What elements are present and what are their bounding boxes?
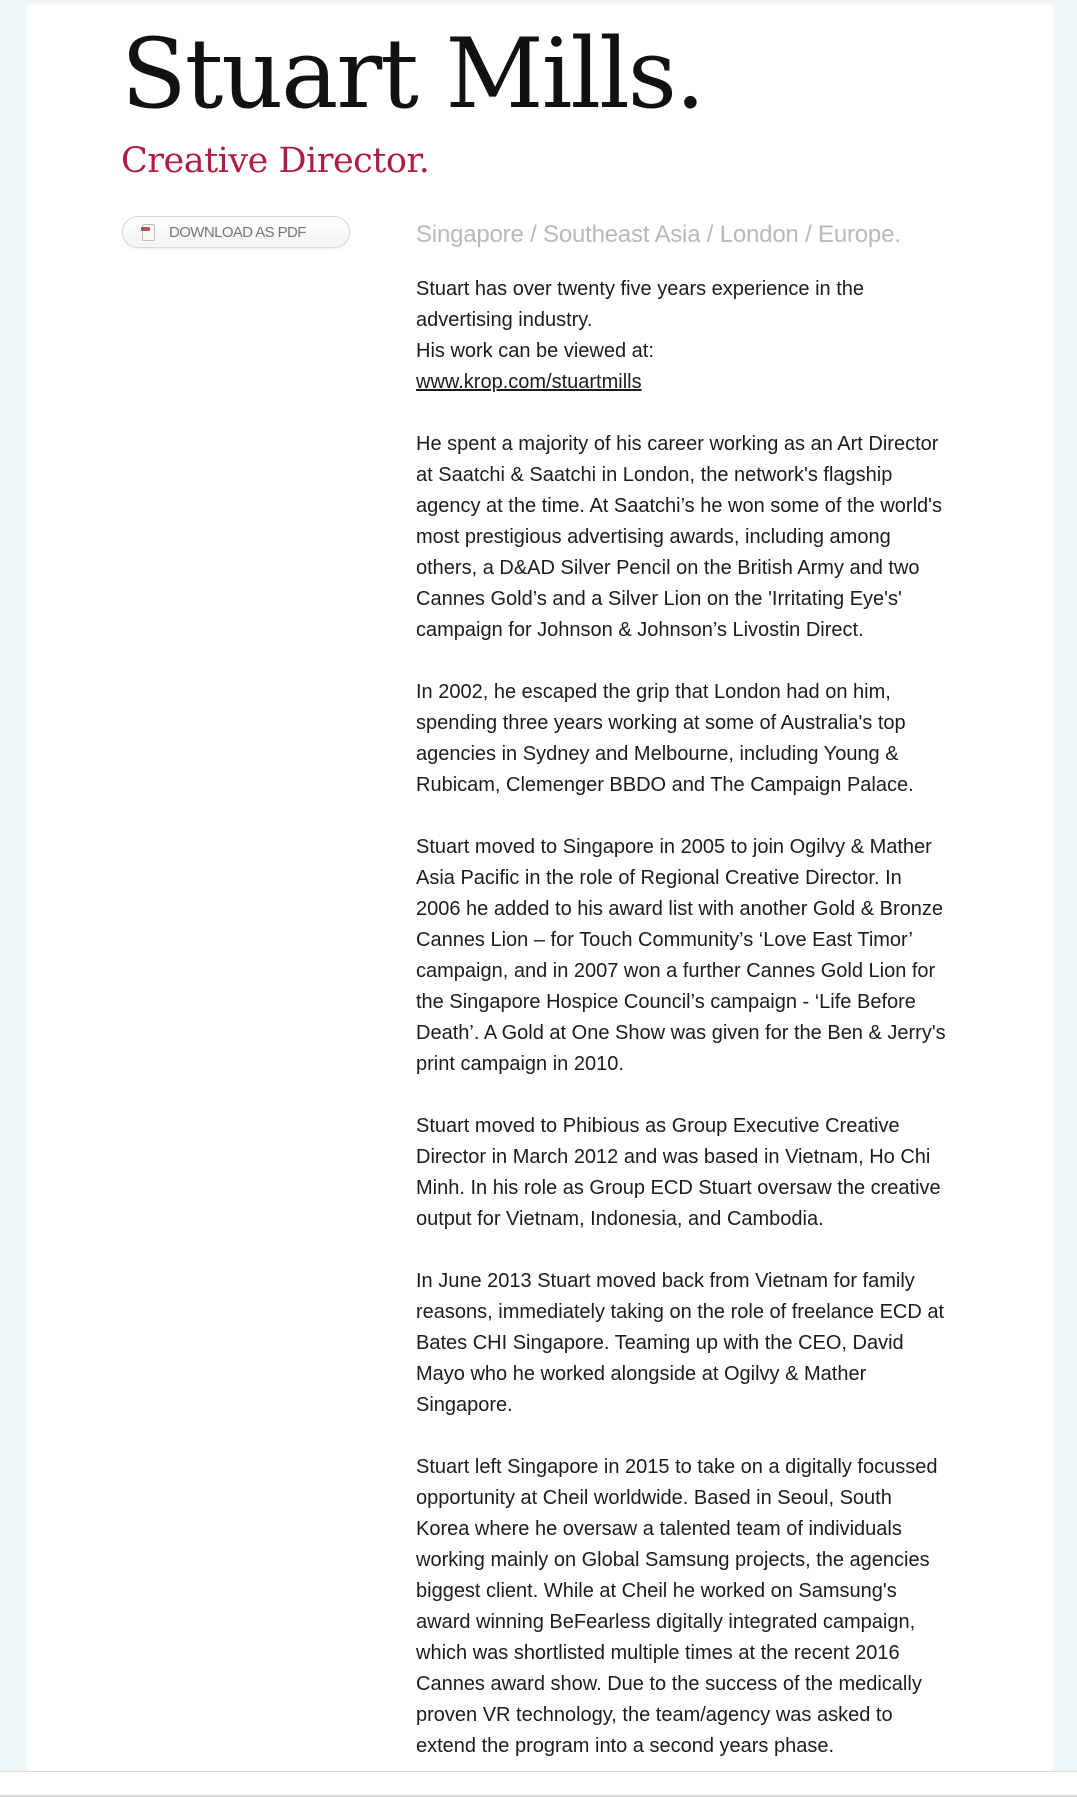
bio-line: Cannes Lion – for Touch Community’s ‘Love East Timor’ [416,929,913,951]
bio-line: Death’. A Gold at One Show was given for the Ben & Jerry's [416,1022,946,1044]
bio-line: Singapore. [416,1394,513,1416]
person-name: Stuart Mills. [121,18,704,130]
bio-line: agency at the time. At Saatchi’s he won some of the world's [416,495,942,517]
bio-paragraph [416,1266,1036,1421]
pdf-document-icon [142,224,155,241]
bio-paragraphs [416,429,1036,1762]
bio-line: He spent a majority of his career working as an Art Director [416,433,939,455]
bio-line: agencies in Sydney and Melbourne, including Young & [416,743,899,765]
bio-paragraph [416,677,1036,801]
bio-line: Cannes Gold’s and a Silver Lion on the 'Irritating Eye's' [416,588,902,610]
bio-line: biggest client. While at Cheil he worked on Samsung's [416,1580,897,1602]
bio-line: In June 2013 Stuart moved back from Vietnam for family [416,1270,915,1292]
bio-line: Stuart left Singapore in 2015 to take on a digitally focussed [416,1456,938,1478]
bio-line: Rubicam, Clemenger BBDO and The Campaign Palace. [416,774,914,796]
bio-line: others, a D&AD Silver Pencil on the British Army and two [416,557,920,579]
bio-line: campaign for Johnson & Johnson’s Livostin Direct. [416,619,864,641]
bio-line: at Saatchi & Saatchi in London, the network's flagship [416,464,893,486]
bio-line: advertising industry. [416,309,593,331]
portfolio-link[interactable]: www.krop.com/stuartmills [416,371,642,393]
bio-paragraph [416,1111,1036,1235]
bio-paragraph [416,1452,1036,1762]
bio-line: most prestigious advertising awards, including among [416,526,891,548]
location-line: Singapore / Southeast Asia / London / Europe. [416,221,901,248]
download-pdf-label: DOWNLOAD AS PDF [169,223,306,241]
biography [416,274,1036,1793]
bio-line: Stuart has over twenty five years experience in the [416,278,865,300]
bio-line: Stuart moved to Singapore in 2005 to join Ogilvy & Mather [416,836,932,858]
bio-line: print campaign in 2010. [416,1053,624,1075]
bottom-bar [0,1771,1077,1797]
bio-line: output for Vietnam, Indonesia, and Cambodia. [416,1208,824,1230]
bio-line: In 2002, he escaped the grip that London had on him, [416,681,891,703]
bio-line: Bates CHI Singapore. Teaming up with the CEO, David [416,1332,904,1354]
bio-line: award winning BeFearless digitally integrated campaign, [416,1611,916,1633]
bio-line: 2006 he added to his award list with another Gold & Bronze [416,898,943,920]
bio-line: Korea where he oversaw a talented team of individuals [416,1518,902,1540]
bio-line: reasons, immediately taking on the role of freelance ECD at [416,1301,945,1323]
bio-line: opportunity at Cheil worldwide. Based in Seoul, South [416,1487,892,1509]
bio-paragraph [416,832,1036,1080]
bio-line: the Singapore Hospice Council’s campaign - ‘Life Before [416,991,916,1013]
bio-line: Mayo who he worked alongside at Ogilvy & Mather [416,1363,867,1385]
bio-line: Minh. In his role as Group ECD Stuart oversaw the creative [416,1177,941,1199]
bio-line: extend the program into a second years phase. [416,1735,835,1757]
bio-line: working mainly on Global Samsung projects, the agencies [416,1549,930,1571]
bio-line: Cannes award show. Due to the success of the medically [416,1673,922,1695]
bio-line: Asia Pacific in the role of Regional Creative Director. In [416,867,902,889]
bio-line: Director in March 2012 and was based in Vietnam, Ho Chi [416,1146,931,1168]
bio-intro-paragraph [416,274,1036,398]
bio-line: campaign, and in 2007 won a further Cannes Gold Lion for [416,960,936,982]
bio-line: Stuart moved to Phibious as Group Executive Creative [416,1115,900,1137]
bio-paragraph [416,429,1036,646]
job-title: Creative Director. [121,141,430,181]
bio-line: proven VR technology, the team/agency was asked to [416,1704,893,1726]
bio-line: spending three years working at some of Australia's top [416,712,906,734]
download-pdf-button[interactable] [122,216,350,248]
bio-line: His work can be viewed at: [416,340,654,362]
bio-line: which was shortlisted multiple times at the recent 2016 [416,1642,900,1664]
